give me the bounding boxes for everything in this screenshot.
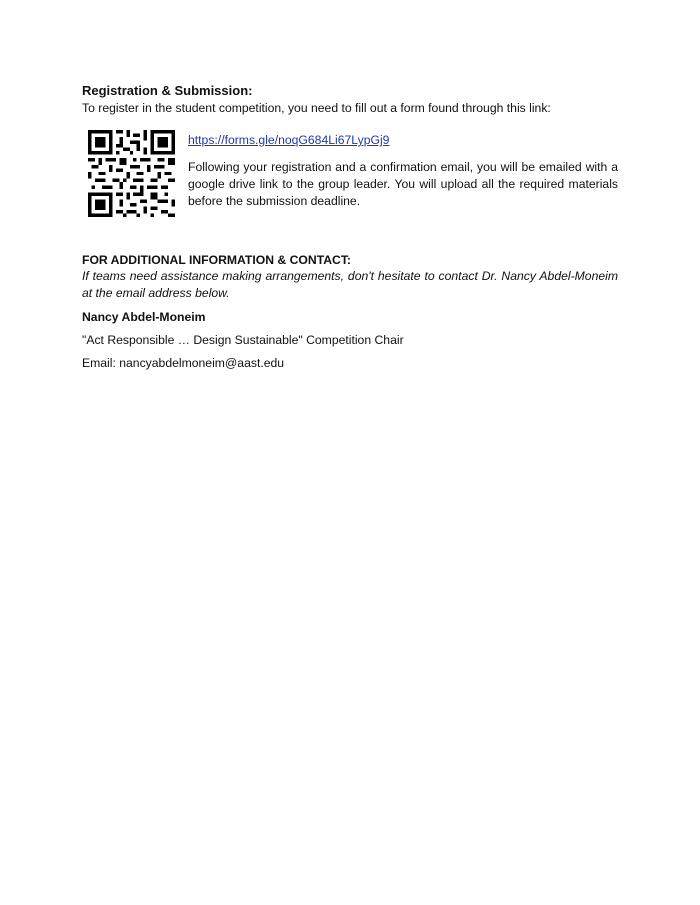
contact-heading: FOR ADDITIONAL INFORMATION & CONTACT: bbox=[82, 253, 351, 267]
registration-row bbox=[82, 130, 618, 222]
registration-text bbox=[188, 130, 618, 210]
registration-heading: Registration & Submission: bbox=[82, 83, 253, 98]
registration-follow-up: Following your registration and a confirmation email, you will be emailed with a google drive link to the group leader. You will upload all the required materials before the submission deadline. bbox=[188, 160, 618, 208]
contact-email: Email: nancyabdelmoneim@aast.edu bbox=[82, 356, 285, 370]
registration-intro: To register in the student competition, you need to fill out a form found through this link: bbox=[82, 101, 551, 115]
contact-name: Nancy Abdel-Moneim bbox=[82, 310, 206, 324]
registration-form-link[interactable]: https://forms.gle/noqG684Li67LypGj9 bbox=[188, 133, 390, 147]
contact-note: If teams need assistance making arrangements, don't hesitate to contact Dr. Nancy Abdel-Moneim at the email address below. bbox=[82, 269, 618, 300]
qr-code-icon bbox=[88, 130, 175, 217]
contact-role: "Act Responsible … Design Sustainable" Competition Chair bbox=[82, 333, 404, 347]
page-content bbox=[82, 83, 618, 371]
